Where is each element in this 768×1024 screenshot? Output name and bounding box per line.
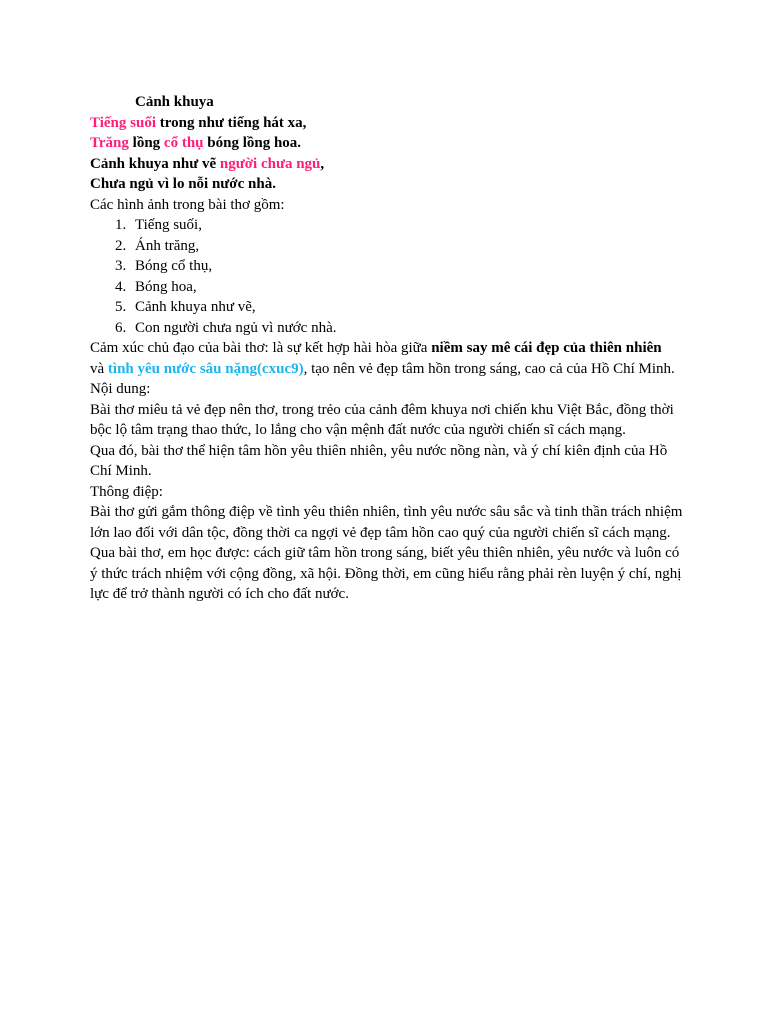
poem-line-1-rest: trong như tiếng hát xa, xyxy=(156,114,307,131)
content-heading: Nội dung: xyxy=(90,381,151,397)
emotion-highlight: tình yêu nước sâu nặng(cxuc9) xyxy=(107,360,304,377)
list-item-text: Tiếng suối, xyxy=(135,217,202,233)
list-item xyxy=(90,236,690,257)
poem-line-2-highlight-1: Trăng xyxy=(90,135,129,151)
images-intro: Các hình ảnh trong bài thơ gồm: xyxy=(90,196,285,213)
list-item-text: Bóng hoa, xyxy=(135,278,197,295)
message-paragraph-2: Qua bài thơ, em học được: cách giữ tâm hồn trong sáng, biết yêu thiên nhiên, yêu nước và luôn có ý thức trách nhiệm với cộng đồng, xã hội. Đồng thời, em cũng hiểu rằng phải rèn luyện ý chí, nghị lực để trở thành người có ích cho đất nước. xyxy=(90,545,682,602)
list-item xyxy=(90,215,690,236)
list-item-number: 4. xyxy=(115,278,127,295)
list-item-number: 3. xyxy=(115,258,127,274)
document-page xyxy=(90,92,690,605)
emotion-line-2 xyxy=(90,359,690,380)
list-item-number: 2. xyxy=(115,237,127,254)
emotion-text-3: , tạo nên vẻ đẹp tâm hồn trong sáng, cao cả của Hồ Chí Minh. xyxy=(303,360,675,377)
poem-line-3-end: , xyxy=(320,155,325,172)
poem-line-1-highlight: Tiếng suối xyxy=(90,114,156,131)
message-paragraph-1: Bài thơ gửi gắm thông điệp về tình yêu thiên nhiên, tình yêu nước sâu sắc và tinh thần trách nhiệm lớn lao đối với dân tộc, đồng thời ca ngợi vẻ đẹp tâm hồn cao quý của người chiến sĩ cách mạng. xyxy=(90,504,683,541)
poem-line-2-text-1: lồng xyxy=(128,135,164,151)
list-item-number: 6. xyxy=(115,319,127,336)
poem-line-2-highlight-2: cổ thụ xyxy=(163,135,204,151)
emotion-bold: niềm say mê cái đẹp của thiên nhiên xyxy=(431,340,662,356)
list-item xyxy=(90,277,690,298)
poem-line-3 xyxy=(90,154,690,175)
poem-line-3-text: Cảnh khuya như vẽ xyxy=(90,155,220,172)
images-list xyxy=(90,215,690,338)
content-paragraph-1: Bài thơ miêu tả vẻ đẹp nên thơ, trong trẻo của cảnh đêm khuya nơi chiến khu Việt Bắc, đồng thời bộc lộ tâm trạng thao thức, lo lắng cho vận mệnh đất nước của người chiến sĩ cách mạng. xyxy=(90,401,674,438)
poem-title: Cảnh khuya xyxy=(135,94,214,110)
poem-line-2-text-2: bóng lồng hoa. xyxy=(203,135,302,151)
list-item-number: 5. xyxy=(115,299,127,315)
list-item xyxy=(90,297,690,318)
poem-line-3-highlight: người chưa ngủ xyxy=(219,155,321,172)
list-item-text: Bóng cổ thụ, xyxy=(135,258,213,274)
poem-line-4: Chưa ngủ vì lo nỗi nước nhà. xyxy=(90,176,276,192)
list-item-text: Con người chưa ngủ vì nước nhà. xyxy=(135,319,337,336)
list-item-number: 1. xyxy=(115,217,127,233)
emotion-text-2: và xyxy=(90,360,108,377)
list-item xyxy=(90,318,690,339)
list-item-text: Ánh trăng, xyxy=(135,237,200,254)
message-heading: Thông điệp: xyxy=(90,483,163,500)
list-item xyxy=(90,256,690,277)
emotion-line-1 xyxy=(90,338,690,359)
content-paragraph-2: Qua đó, bài thơ thể hiện tâm hồn yêu thiên nhiên, yêu nước nồng nàn, và ý chí kiên định của Hồ Chí Minh. xyxy=(90,442,668,479)
poem-line-1 xyxy=(90,113,690,134)
list-item-text: Cảnh khuya như vẽ, xyxy=(135,299,256,315)
emotion-text-1: Cảm xúc chủ đạo của bài thơ: là sự kết hợp hài hòa giữa xyxy=(90,340,432,356)
poem-line-2 xyxy=(90,133,690,154)
